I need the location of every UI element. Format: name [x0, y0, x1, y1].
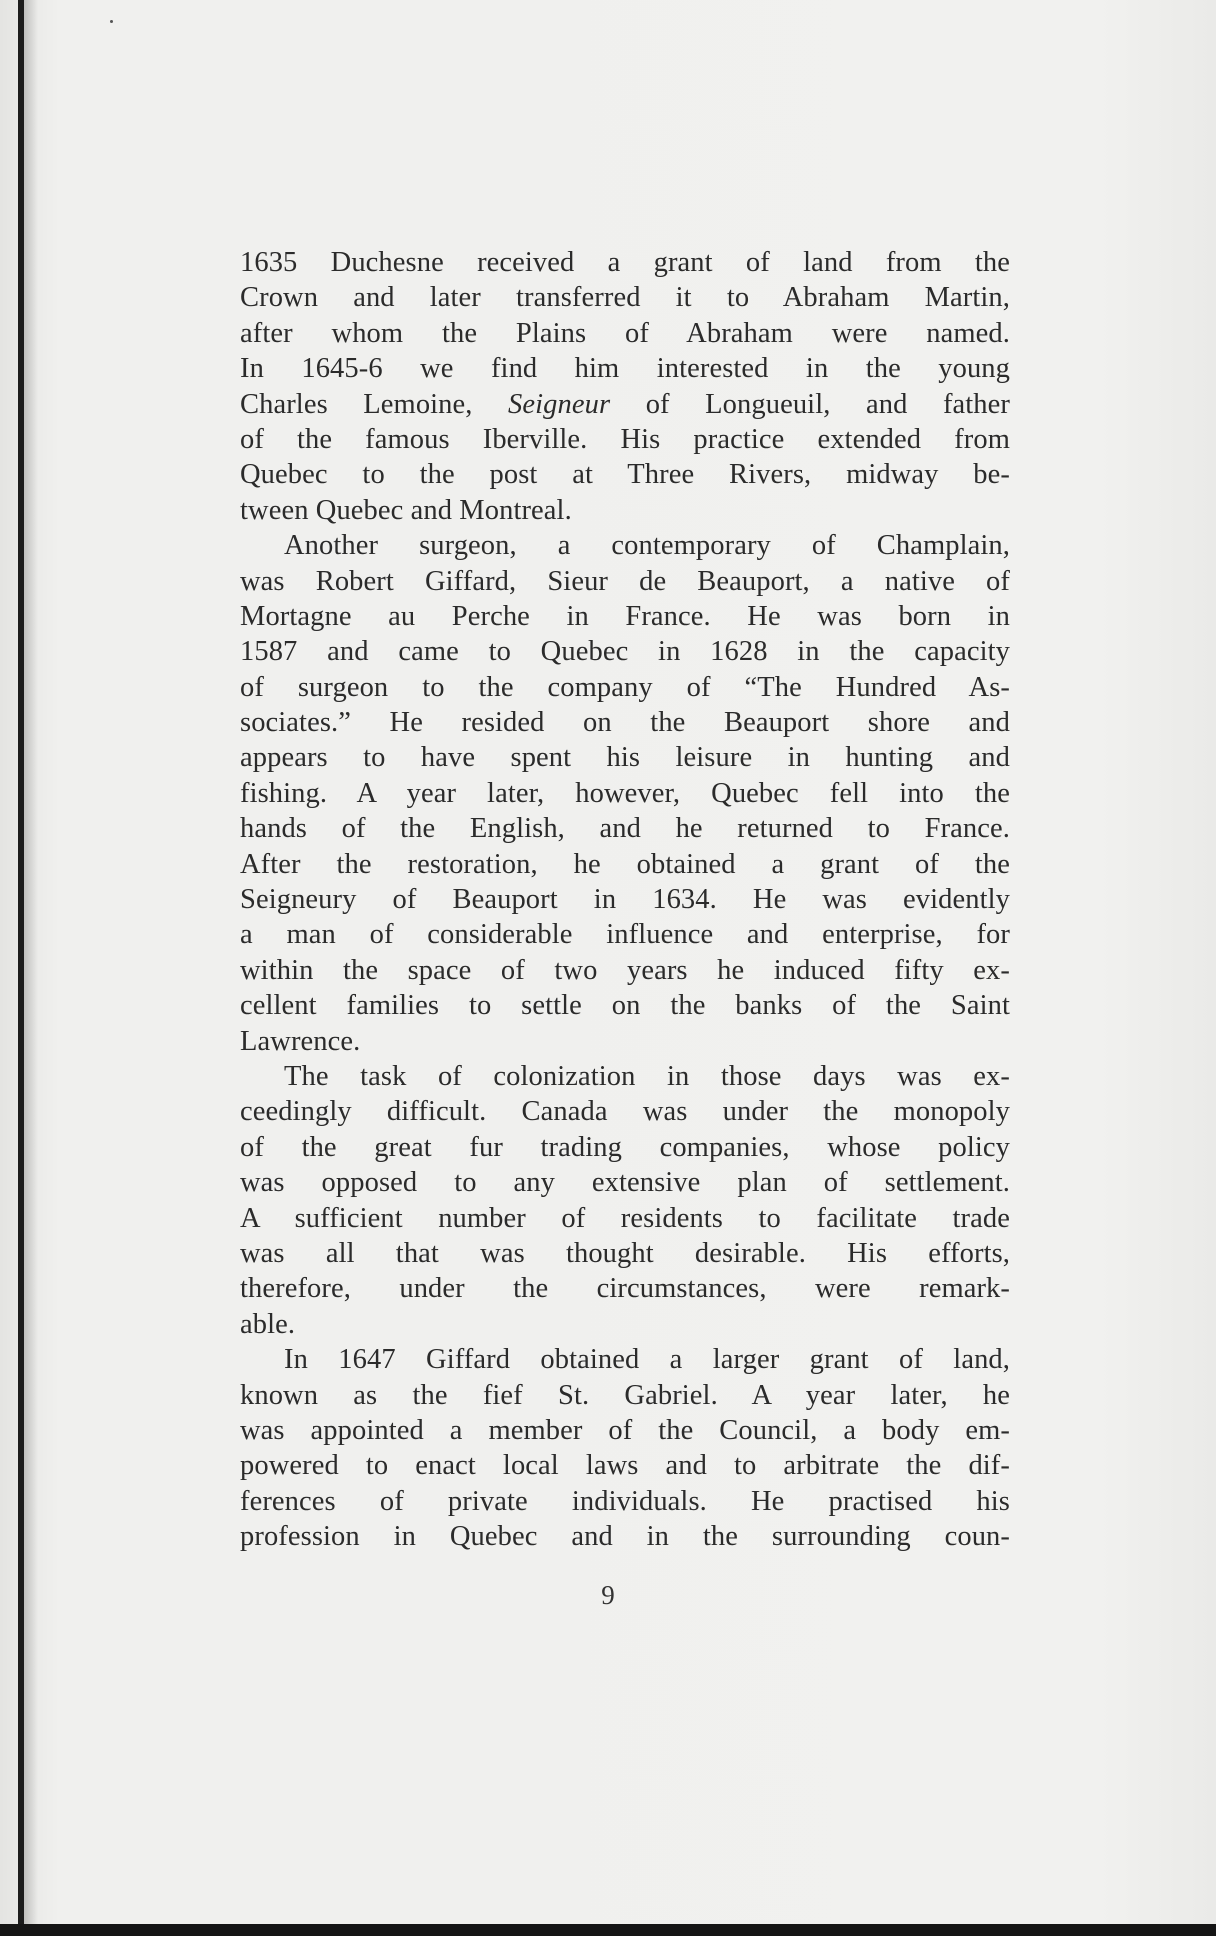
page-bottom-edge	[0, 1924, 1216, 1936]
text-line: Another surgeon, a contemporary of Champlain,	[284, 530, 1010, 562]
text-line: able.	[240, 1308, 296, 1340]
text-line: known as the fief St. Gabriel. A year later, he	[240, 1379, 1010, 1411]
text-line: Mortagne au Perche in France. He was born in	[240, 600, 1010, 632]
text-line: 1635 Duchesne received a grant of land from the	[240, 247, 1010, 278]
text-line: appears to have spent his leisure in hunting and	[240, 742, 1010, 774]
text-line-segment: Charles Lemoine,	[240, 388, 509, 420]
paper-speck	[110, 20, 113, 23]
text-line: In 1647 Giffard obtained a larger grant of land,	[284, 1344, 1010, 1376]
text-line: Quebec to the post at Three Rivers, midway be-	[240, 459, 1010, 491]
text-line: Lawrence.	[240, 1025, 361, 1057]
text-line: was all that was thought desirable. His efforts,	[240, 1237, 1010, 1269]
text-line: tween Quebec and Montreal.	[240, 494, 572, 526]
text-line: 1587 and came to Quebec in 1628 in the capacity	[240, 636, 1010, 668]
text-line: A sufficient number of residents to facilitate trade	[240, 1202, 1010, 1234]
text-line: was opposed to any extensive plan of settlement.	[240, 1167, 1010, 1199]
text-line: therefore, under the circumstances, were remark-	[240, 1273, 1010, 1305]
text-line: was appointed a member of the Council, a body em-	[240, 1414, 1010, 1446]
text-line: was Robert Giffard, Sieur de Beauport, a native of	[240, 565, 1010, 597]
page-number: 9	[601, 1580, 615, 1610]
text-line: Seigneury of Beauport in 1634. He was evidently	[240, 884, 1010, 916]
italic-term: Seigneur	[508, 388, 611, 420]
binding-shadow	[24, 0, 38, 1936]
text-line: After the restoration, he obtained a grant of the	[240, 848, 1010, 880]
text-line: a man of considerable influence and enterprise, for	[240, 919, 1010, 951]
text-line: sociates.” He resided on the Beauport shore and	[240, 707, 1010, 739]
text-line: profession in Quebec and in the surrounding coun-	[240, 1521, 1010, 1553]
text-line-segment: of Longueuil, and father	[610, 388, 1010, 420]
text-line: ferences of private individuals. He practised his	[240, 1485, 1010, 1517]
body-text	[240, 245, 1010, 1554]
text-line: In 1645-6 we find him interested in the young	[240, 353, 1010, 385]
text-line: cellent families to settle on the banks of the Saint	[240, 990, 1010, 1022]
text-line: ceedingly difficult. Canada was under the monopoly	[240, 1096, 1010, 1128]
text-line: of the great fur trading companies, whose policy	[240, 1131, 1010, 1163]
text-line: within the space of two years he induced fifty ex-	[240, 954, 1010, 986]
text-line: The task of colonization in those days was ex-	[284, 1060, 1010, 1092]
text-line: Crown and later transferred it to Abraham Martin,	[240, 282, 1010, 314]
text-line	[240, 387, 1010, 422]
text-line: powered to enact local laws and to arbitrate the dif-	[240, 1450, 1010, 1482]
text-line: of surgeon to the company of “The Hundred As-	[240, 671, 1010, 703]
text-line: after whom the Plains of Abraham were named.	[240, 317, 1010, 349]
text-line: hands of the English, and he returned to France.	[240, 813, 1010, 845]
text-line: fishing. A year later, however, Quebec fell into the	[240, 777, 1010, 809]
text-line: of the famous Iberville. His practice extended from	[240, 423, 1010, 455]
